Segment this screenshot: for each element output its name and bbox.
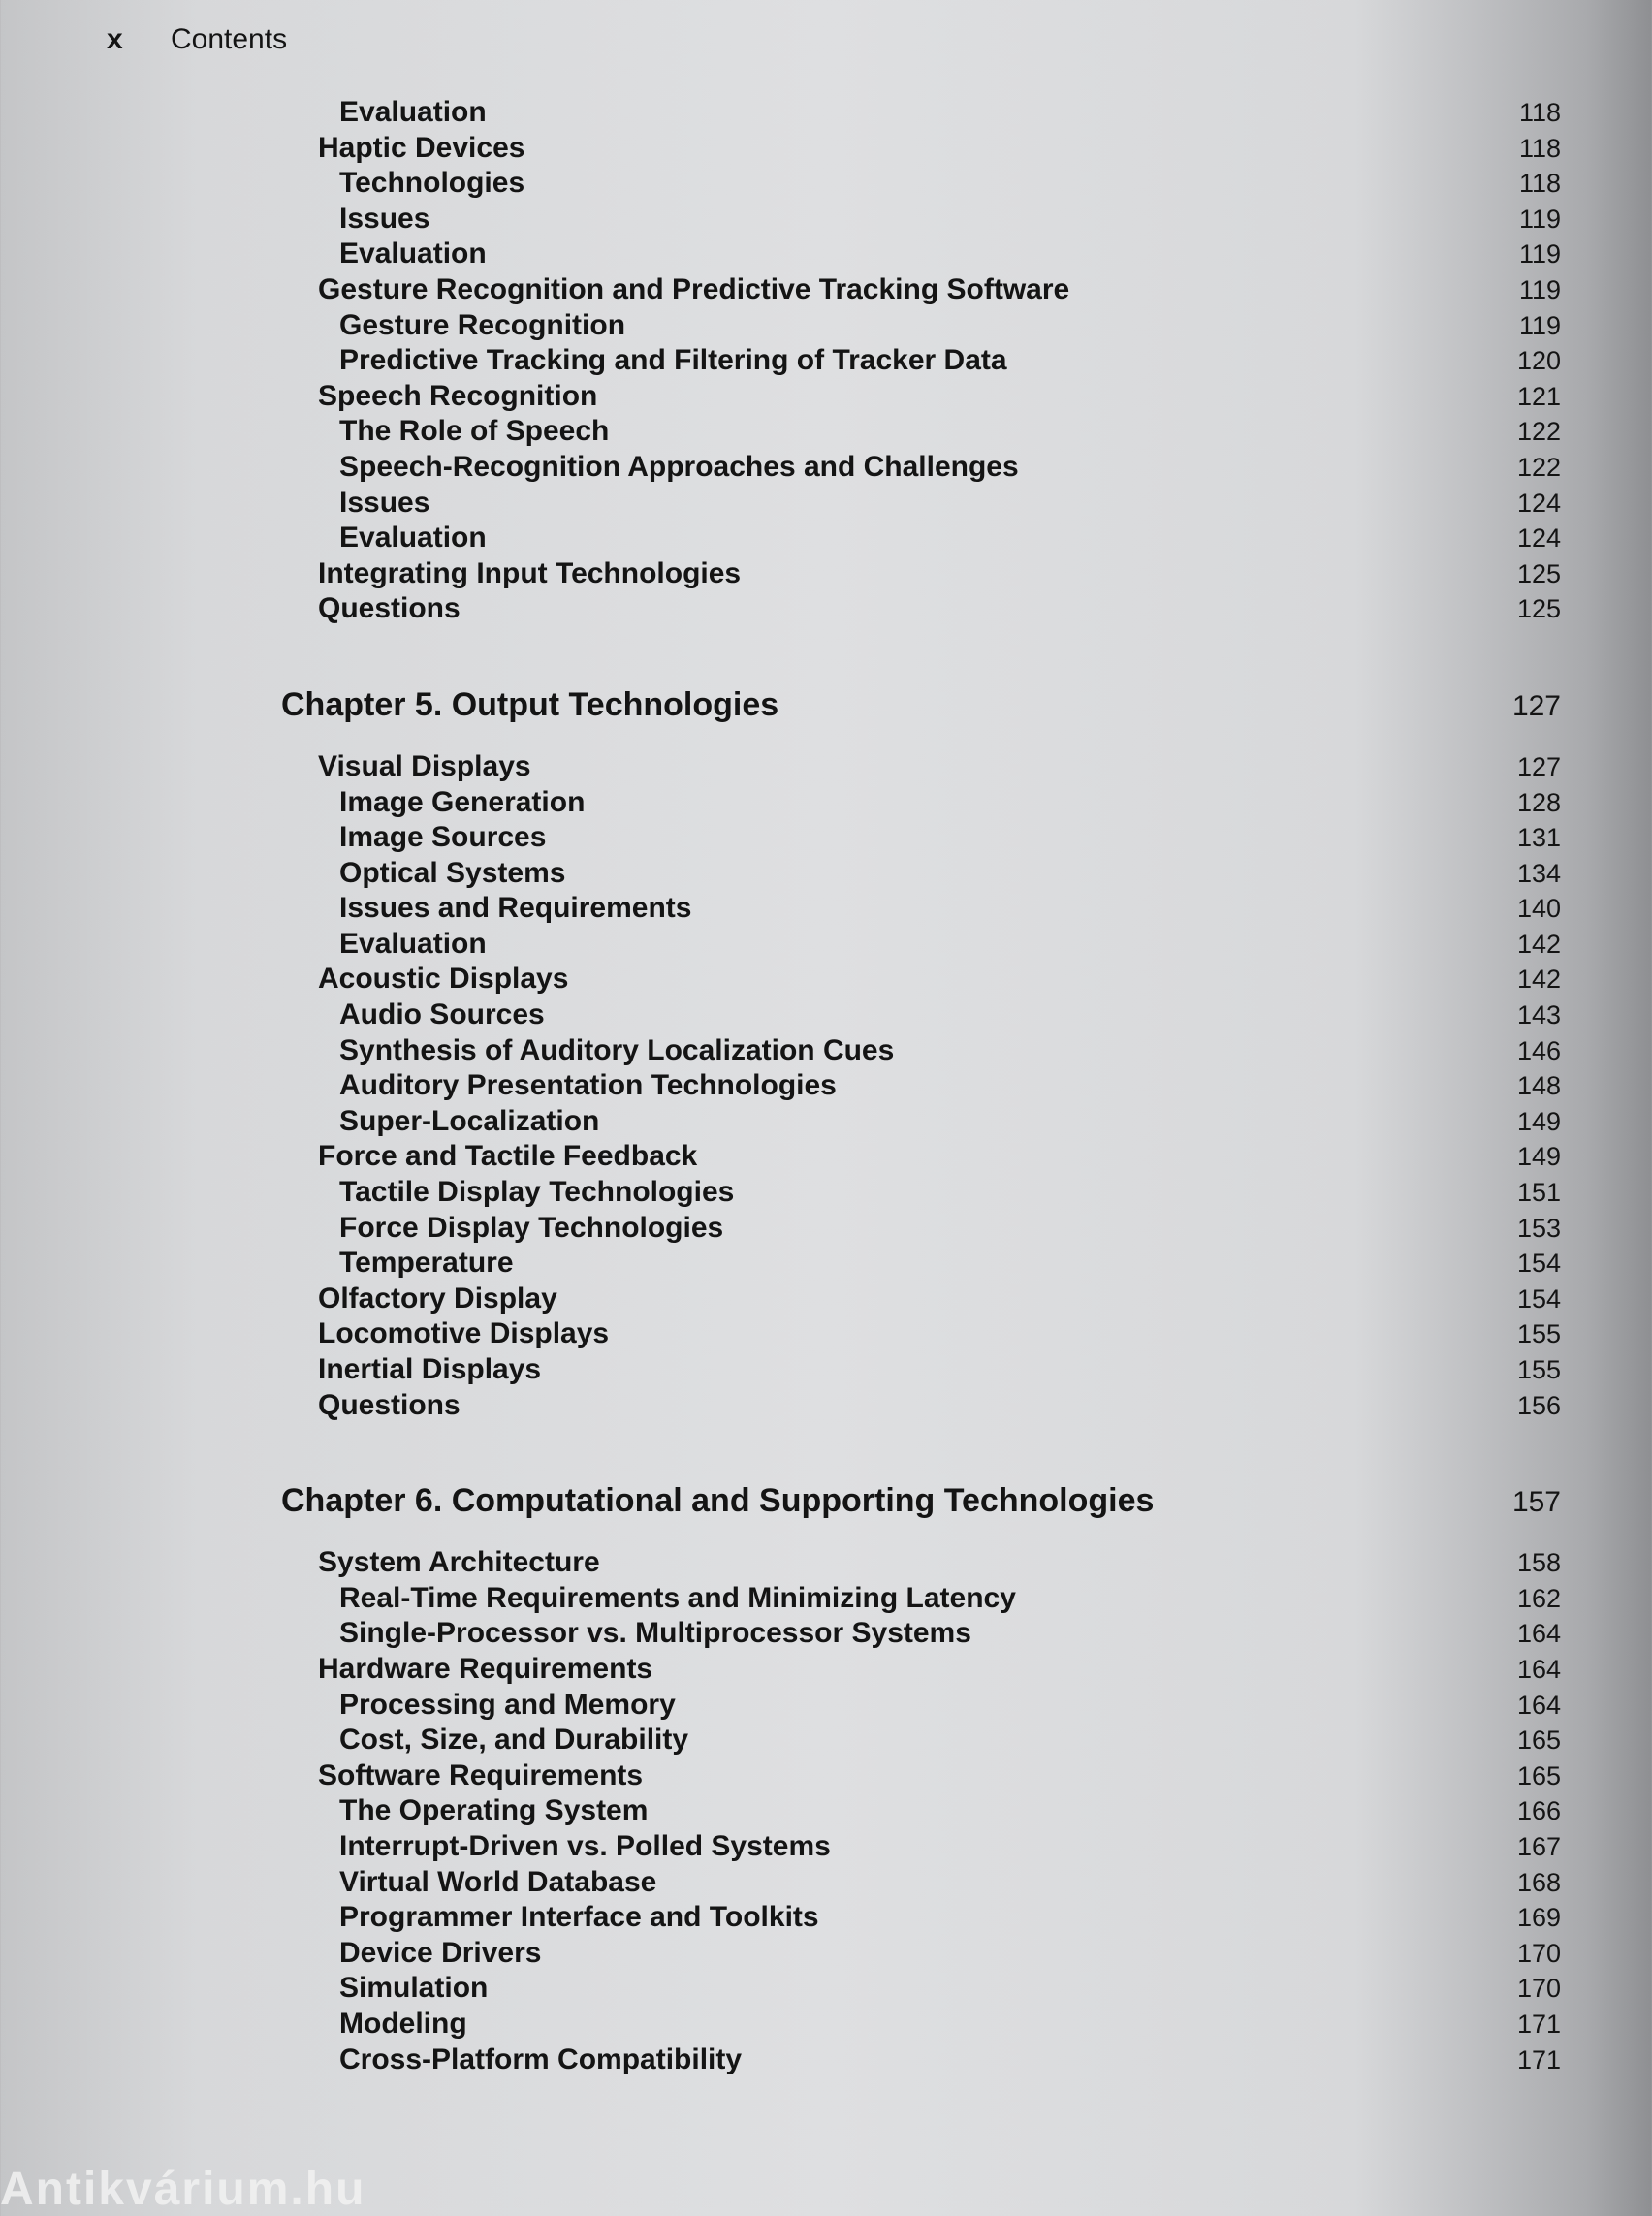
toc-entry-title: Olfactory Display [318, 1282, 557, 1314]
toc-entry [281, 1936, 1561, 1972]
toc-entry [281, 1388, 1561, 1424]
toc-page-number: 143 [1516, 1000, 1561, 1030]
toc-entry [281, 749, 1561, 785]
toc-page-number: 119 [1518, 204, 1561, 234]
toc-entry-title: Modeling [339, 2007, 467, 2040]
chapter-spacer [281, 627, 1561, 681]
toc-entry-title: The Operating System [339, 1794, 649, 1827]
toc-entry [281, 891, 1561, 927]
toc-page-number: 118 [1518, 133, 1561, 163]
toc-entry [281, 414, 1561, 450]
toc-entry [281, 95, 1561, 131]
toc-page-number: 148 [1516, 1071, 1561, 1101]
toc-entry [281, 856, 1561, 892]
toc-page-number: 119 [1518, 274, 1561, 304]
toc-page-number: 164 [1516, 1619, 1561, 1649]
toc-entry-title: Issues and Requirements [339, 892, 692, 925]
toc-entry [281, 343, 1561, 379]
toc-entry-title: Cost, Size, and Durability [339, 1724, 689, 1757]
table-of-contents [281, 95, 1561, 2131]
toc-entry-title: Processing and Memory [339, 1688, 676, 1721]
toc-entry-title: Questions [318, 592, 461, 625]
toc-page-number: 167 [1516, 1831, 1561, 1861]
toc-page-number: 134 [1516, 858, 1561, 888]
toc-page-number: 149 [1516, 1142, 1561, 1172]
toc-entry-title: Speech-Recognition Approaches and Challenges [339, 450, 1019, 483]
toc-entry-title: Cross-Platform Compatibility [339, 2042, 743, 2075]
toc-page-number: 146 [1516, 1035, 1561, 1065]
toc-entry-title: Software Requirements [318, 1758, 644, 1791]
toc-page-number: 122 [1516, 452, 1561, 482]
toc-entry [281, 785, 1561, 821]
toc-page-number: 124 [1516, 488, 1561, 518]
toc-page-number: 165 [1516, 1725, 1561, 1756]
toc-entry [281, 308, 1561, 344]
toc-entry [281, 1545, 1561, 1581]
toc-entry [281, 591, 1561, 627]
toc-entry-title: Visual Displays [318, 749, 531, 782]
toc-entry-title: Evaluation [339, 96, 487, 128]
toc-entry [281, 1352, 1561, 1388]
toc-page-number: 170 [1516, 1974, 1561, 2004]
toc-entry-title: Hardware Requirements [318, 1652, 653, 1685]
toc-page-number: 122 [1516, 417, 1561, 447]
toc-entry-title: Force and Tactile Feedback [318, 1140, 698, 1173]
toc-entry [281, 166, 1561, 202]
toc-entry [281, 1900, 1561, 1936]
toc-entry [281, 272, 1561, 308]
toc-page-number: 155 [1516, 1355, 1561, 1384]
toc-entry-title: Synthesis of Auditory Localization Cues [339, 1033, 895, 1066]
toc-entry-title: Technologies [339, 167, 525, 200]
toc-entry-title: Interrupt-Driven vs. Polled Systems [339, 1829, 831, 1862]
toc-entry-title: Image Sources [339, 821, 547, 854]
toc-page-number: 164 [1516, 1654, 1561, 1684]
toc-page-number: 140 [1516, 894, 1561, 924]
header-title: Contents [171, 23, 288, 55]
toc-entry [281, 521, 1561, 556]
toc-page-number: 142 [1516, 929, 1561, 959]
toc-entry [281, 1758, 1561, 1794]
toc-entry-title: Speech Recognition [318, 379, 598, 412]
toc-page-number: 118 [1518, 169, 1561, 199]
toc-entry [281, 1793, 1561, 1829]
toc-page-number: 171 [1516, 2009, 1561, 2039]
toc-entry-title: Optical Systems [339, 856, 566, 889]
toc-page-number: 155 [1516, 1319, 1561, 1349]
toc-entry [281, 820, 1561, 856]
toc-entry [281, 2042, 1561, 2078]
toc-entry-title: System Architecture [318, 1546, 600, 1579]
page-folio: x [107, 23, 123, 55]
toc-page-number: 170 [1516, 1938, 1561, 1968]
toc-entry [281, 1829, 1561, 1865]
toc-entry [281, 556, 1561, 592]
toc-entry-title: Auditory Presentation Technologies [339, 1069, 837, 1102]
watermark-text: Antikvárium.hu [0, 2164, 366, 2215]
toc-entry-title: Evaluation [339, 237, 487, 270]
toc-entry [281, 450, 1561, 486]
toc-entry [281, 1175, 1561, 1211]
toc-entry-title: Gesture Recognition [339, 308, 626, 341]
toc-entry-title: Chapter 6. Computational and Supporting Technologies [281, 1482, 1155, 1520]
toc-entry [281, 202, 1561, 237]
toc-chapter-heading [281, 681, 1561, 730]
toc-entry [281, 1246, 1561, 1282]
toc-entry-title: Issues [339, 486, 430, 519]
toc-entry-title: Real-Time Requirements and Minimizing Latency [339, 1581, 1016, 1614]
toc-entry [281, 1316, 1561, 1352]
toc-page-number: 127 [1516, 751, 1561, 781]
toc-entry [281, 927, 1561, 963]
toc-page-number: 154 [1516, 1283, 1561, 1314]
toc-entry [281, 1033, 1561, 1069]
toc-page-number: 164 [1516, 1690, 1561, 1720]
toc-entry [281, 1581, 1561, 1617]
toc-page-number: 125 [1516, 594, 1561, 624]
toc-entry-title: Gesture Recognition and Predictive Tracking Software [318, 272, 1070, 305]
toc-page-number: 119 [1518, 310, 1561, 340]
toc-page-number: 142 [1516, 965, 1561, 995]
toc-page-number: 169 [1516, 1903, 1561, 1933]
toc-page-number: 168 [1516, 1867, 1561, 1897]
chapter-spacer [281, 1526, 1561, 1545]
toc-entry-title: Super-Localization [339, 1104, 600, 1137]
chapter-spacer [281, 1423, 1561, 1477]
toc-page-number: 153 [1516, 1213, 1561, 1243]
toc-entry-title: Programmer Interface and Toolkits [339, 1901, 819, 1934]
toc-entry [281, 1652, 1561, 1688]
toc-entry-title: Evaluation [339, 927, 487, 960]
toc-entry-title: Chapter 5. Output Technologies [281, 685, 779, 723]
toc-entry [281, 379, 1561, 415]
toc-entry [281, 1068, 1561, 1104]
toc-entry-title: Integrating Input Technologies [318, 556, 742, 589]
toc-page-number: 119 [1518, 239, 1561, 269]
toc-page-number: 158 [1516, 1548, 1561, 1578]
toc-entry-title: Questions [318, 1388, 461, 1421]
toc-entry-title: Temperature [339, 1247, 514, 1280]
chapter-spacer [281, 730, 1561, 749]
toc-page-number: 120 [1516, 346, 1561, 376]
toc-entry [281, 237, 1561, 272]
toc-entry-title: Force Display Technologies [339, 1211, 724, 1244]
toc-entry [281, 1723, 1561, 1758]
toc-entry-title: Issues [339, 202, 430, 235]
toc-page-number: 165 [1516, 1760, 1561, 1790]
toc-page-number: 125 [1516, 558, 1561, 588]
toc-entry-title: Single-Processor vs. Multiprocessor Systems [339, 1617, 971, 1650]
toc-entry [281, 962, 1561, 997]
toc-page-number: 149 [1516, 1106, 1561, 1136]
toc-entry [281, 1211, 1561, 1247]
toc-page-number: 124 [1516, 523, 1561, 554]
toc-entry [281, 997, 1561, 1033]
toc-entry [281, 1971, 1561, 2007]
toc-entry-title: Audio Sources [339, 998, 545, 1031]
running-header [107, 23, 287, 56]
toc-page-number: 121 [1516, 381, 1561, 411]
toc-entry-title: Locomotive Displays [318, 1317, 610, 1350]
toc-page-number: 118 [1518, 98, 1561, 127]
toc-entry-title: Inertial Displays [318, 1353, 542, 1385]
toc-entry-title: Acoustic Displays [318, 963, 569, 996]
toc-entry-title: Image Generation [339, 785, 586, 818]
toc-page-number: 128 [1516, 787, 1561, 817]
toc-entry [281, 1865, 1561, 1901]
toc-entry-title: Virtual World Database [339, 1865, 657, 1898]
toc-page-number: 154 [1516, 1249, 1561, 1279]
toc-entry-title: Tactile Display Technologies [339, 1176, 735, 1209]
toc-entry [281, 1282, 1561, 1317]
toc-page-number: 162 [1516, 1583, 1561, 1613]
toc-entry [281, 1104, 1561, 1140]
toc-page-number: 156 [1516, 1390, 1561, 1420]
toc-entry [281, 131, 1561, 167]
toc-entry-title: Haptic Devices [318, 131, 525, 164]
toc-entry-title: Simulation [339, 1972, 489, 2005]
toc-chapter-heading [281, 1477, 1561, 1526]
toc-page-number: 127 [1511, 689, 1561, 722]
toc-entry-title: Device Drivers [339, 1936, 542, 1969]
toc-entry [281, 1139, 1561, 1175]
toc-entry-title: Evaluation [339, 522, 487, 554]
toc-page-number: 151 [1516, 1178, 1561, 1208]
toc-entry [281, 2007, 1561, 2042]
toc-entry [281, 1616, 1561, 1652]
toc-entry-title: The Role of Speech [339, 415, 610, 448]
toc-entry-title: Predictive Tracking and Filtering of Tracker Data [339, 344, 1007, 377]
toc-entry [281, 1688, 1561, 1724]
toc-entry [281, 486, 1561, 522]
toc-page-number: 171 [1516, 2044, 1561, 2074]
toc-page-number: 166 [1516, 1796, 1561, 1826]
toc-page-number: 131 [1516, 823, 1561, 853]
toc-page-number: 157 [1511, 1486, 1561, 1519]
